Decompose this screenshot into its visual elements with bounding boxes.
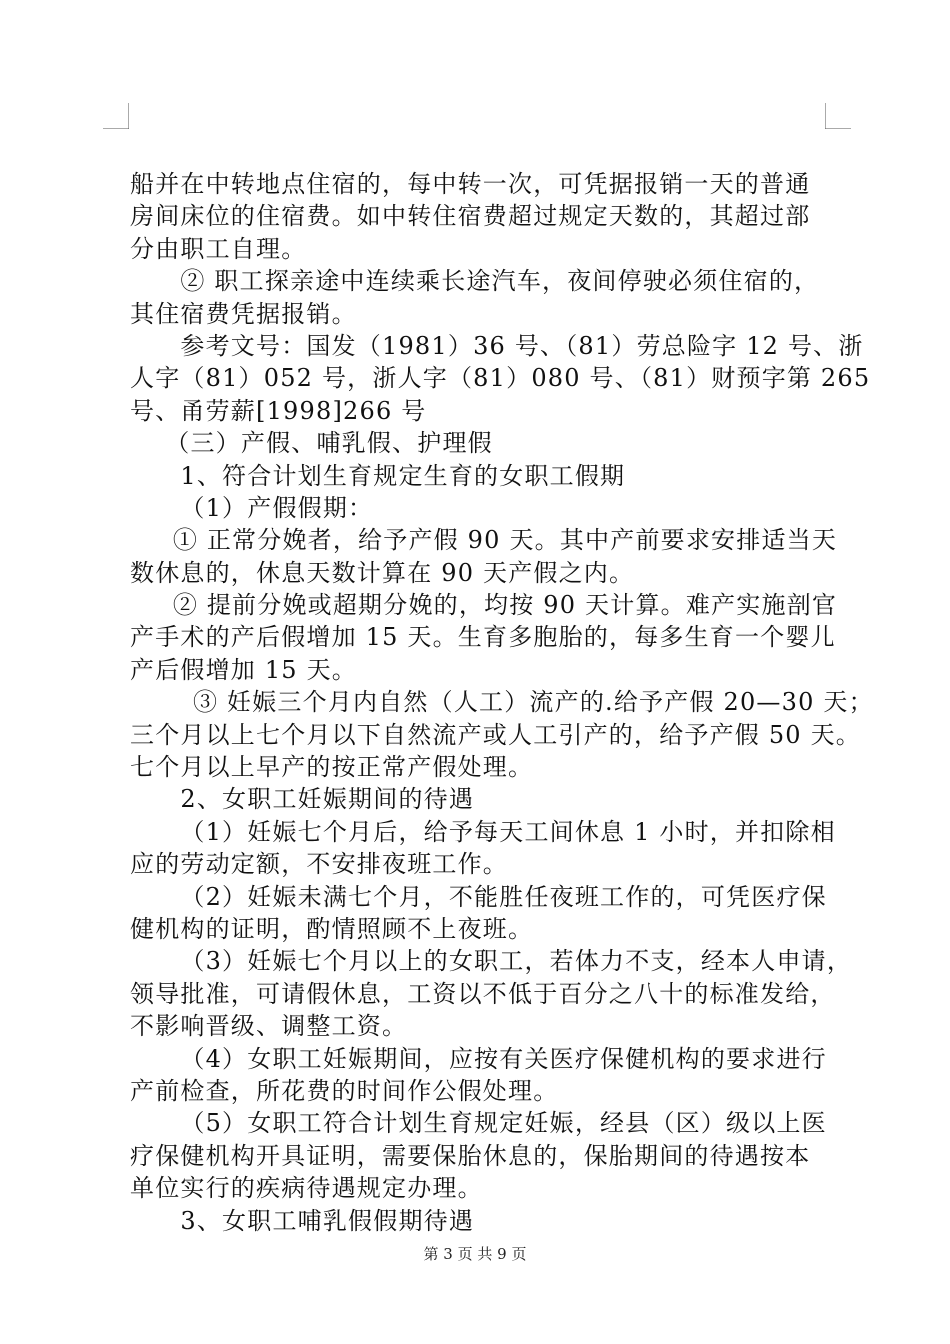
text-line: ② 职工探亲途中连续乘长途汽车，夜间停驶必须住宿的， (180, 267, 820, 296)
text-line: 应的劳动定额，不安排夜班工作。 (130, 850, 508, 879)
text-line: 疗保健机构开具证明，需要保胎休息的，保胎期间的待遇按本 (130, 1141, 811, 1170)
text-line: 七个月以上早产的按正常产假处理。 (130, 753, 534, 782)
text-line: （4）女职工妊娠期间，应按有关医疗保健机构的要求进行 (180, 1044, 827, 1073)
text-line: ② 提前分娩或超期分娩的，均按 90 天计算。难产实施剖官 (172, 591, 838, 620)
crop-mark-top-left-icon (103, 103, 129, 129)
text-line: （2）妊娠未满七个月，不能胜任夜班工作的，可凭医疗保 (180, 882, 827, 911)
text-line: 2、女职工妊娠期间的待遇 (180, 785, 475, 814)
text-line: （3）妊娠七个月以上的女职工，若体力不支，经本人申请， (180, 947, 853, 976)
text-line: 产前检查，所花费的时间作公假处理。 (130, 1076, 559, 1105)
text-line: 数休息的，休息天数计算在 90 天产假之内。 (130, 558, 635, 587)
page-footer: 第 3 页 共 9 页 (423, 1245, 527, 1263)
text-line: 船并在中转地点住宿的，每中转一次，可凭据报销一天的普通 (130, 170, 811, 198)
text-line: 产手术的产后假增加 15 天。生育多胞胎的，每多生育一个婴儿 (130, 623, 836, 652)
text-line: 房间床位的住宿费。如中转住宿费超过规定天数的，其超过部 (130, 202, 811, 231)
text-line: （5）女职工符合计划生育规定妊娠，经县（区）级以上医 (180, 1109, 827, 1138)
text-line: 健机构的证明，酌情照顾不上夜班。 (130, 914, 534, 943)
crop-mark-top-right-icon (825, 103, 851, 129)
text-line: 3、女职工哺乳假假期待遇 (180, 1206, 475, 1235)
text-line: 三个月以上七个月以下自然流产或人工引产的，给予产假 50 天。 (130, 720, 861, 749)
text-line: 人字（81）052 号，浙人字（81）080 号、（81）财预字第 265 (130, 364, 871, 393)
text-line: （三）产假、哺乳假、护理假 (165, 429, 493, 458)
text-line: 不影响晋级、调整工资。 (130, 1012, 408, 1041)
text-line: （1）产假假期： (180, 493, 374, 522)
text-line: （1）妊娠七个月后，给予每天工间休息 1 小时，并扣除相 (180, 817, 836, 846)
text-line: 号、甬劳薪[1998]266 号 (130, 396, 427, 425)
text-line: 领导批准，可请假休息，工资以不低于百分之八十的标准发给， (130, 979, 836, 1008)
text-line: 产后假增加 15 天。 (130, 655, 357, 684)
text-line: 1、符合计划生育规定生育的女职工假期 (180, 461, 626, 490)
text-line: ③ 妊娠三个月内自然（人工）流产的.给予产假 20—30 天； (193, 688, 874, 717)
text-line: 分由职工自理。 (130, 234, 307, 263)
document-body (130, 168, 874, 1237)
text-line: 其住宿费凭据报销。 (130, 299, 357, 328)
text-line: ① 正常分娩者，给予产假 90 天。其中产前要求安排适当天 (172, 526, 838, 555)
text-line: 参考文号：国发（1981）36 号、（81）劳总险字 12 号、浙 (180, 331, 864, 360)
text-line: 单位实行的疾病待遇规定办理。 (130, 1174, 483, 1203)
